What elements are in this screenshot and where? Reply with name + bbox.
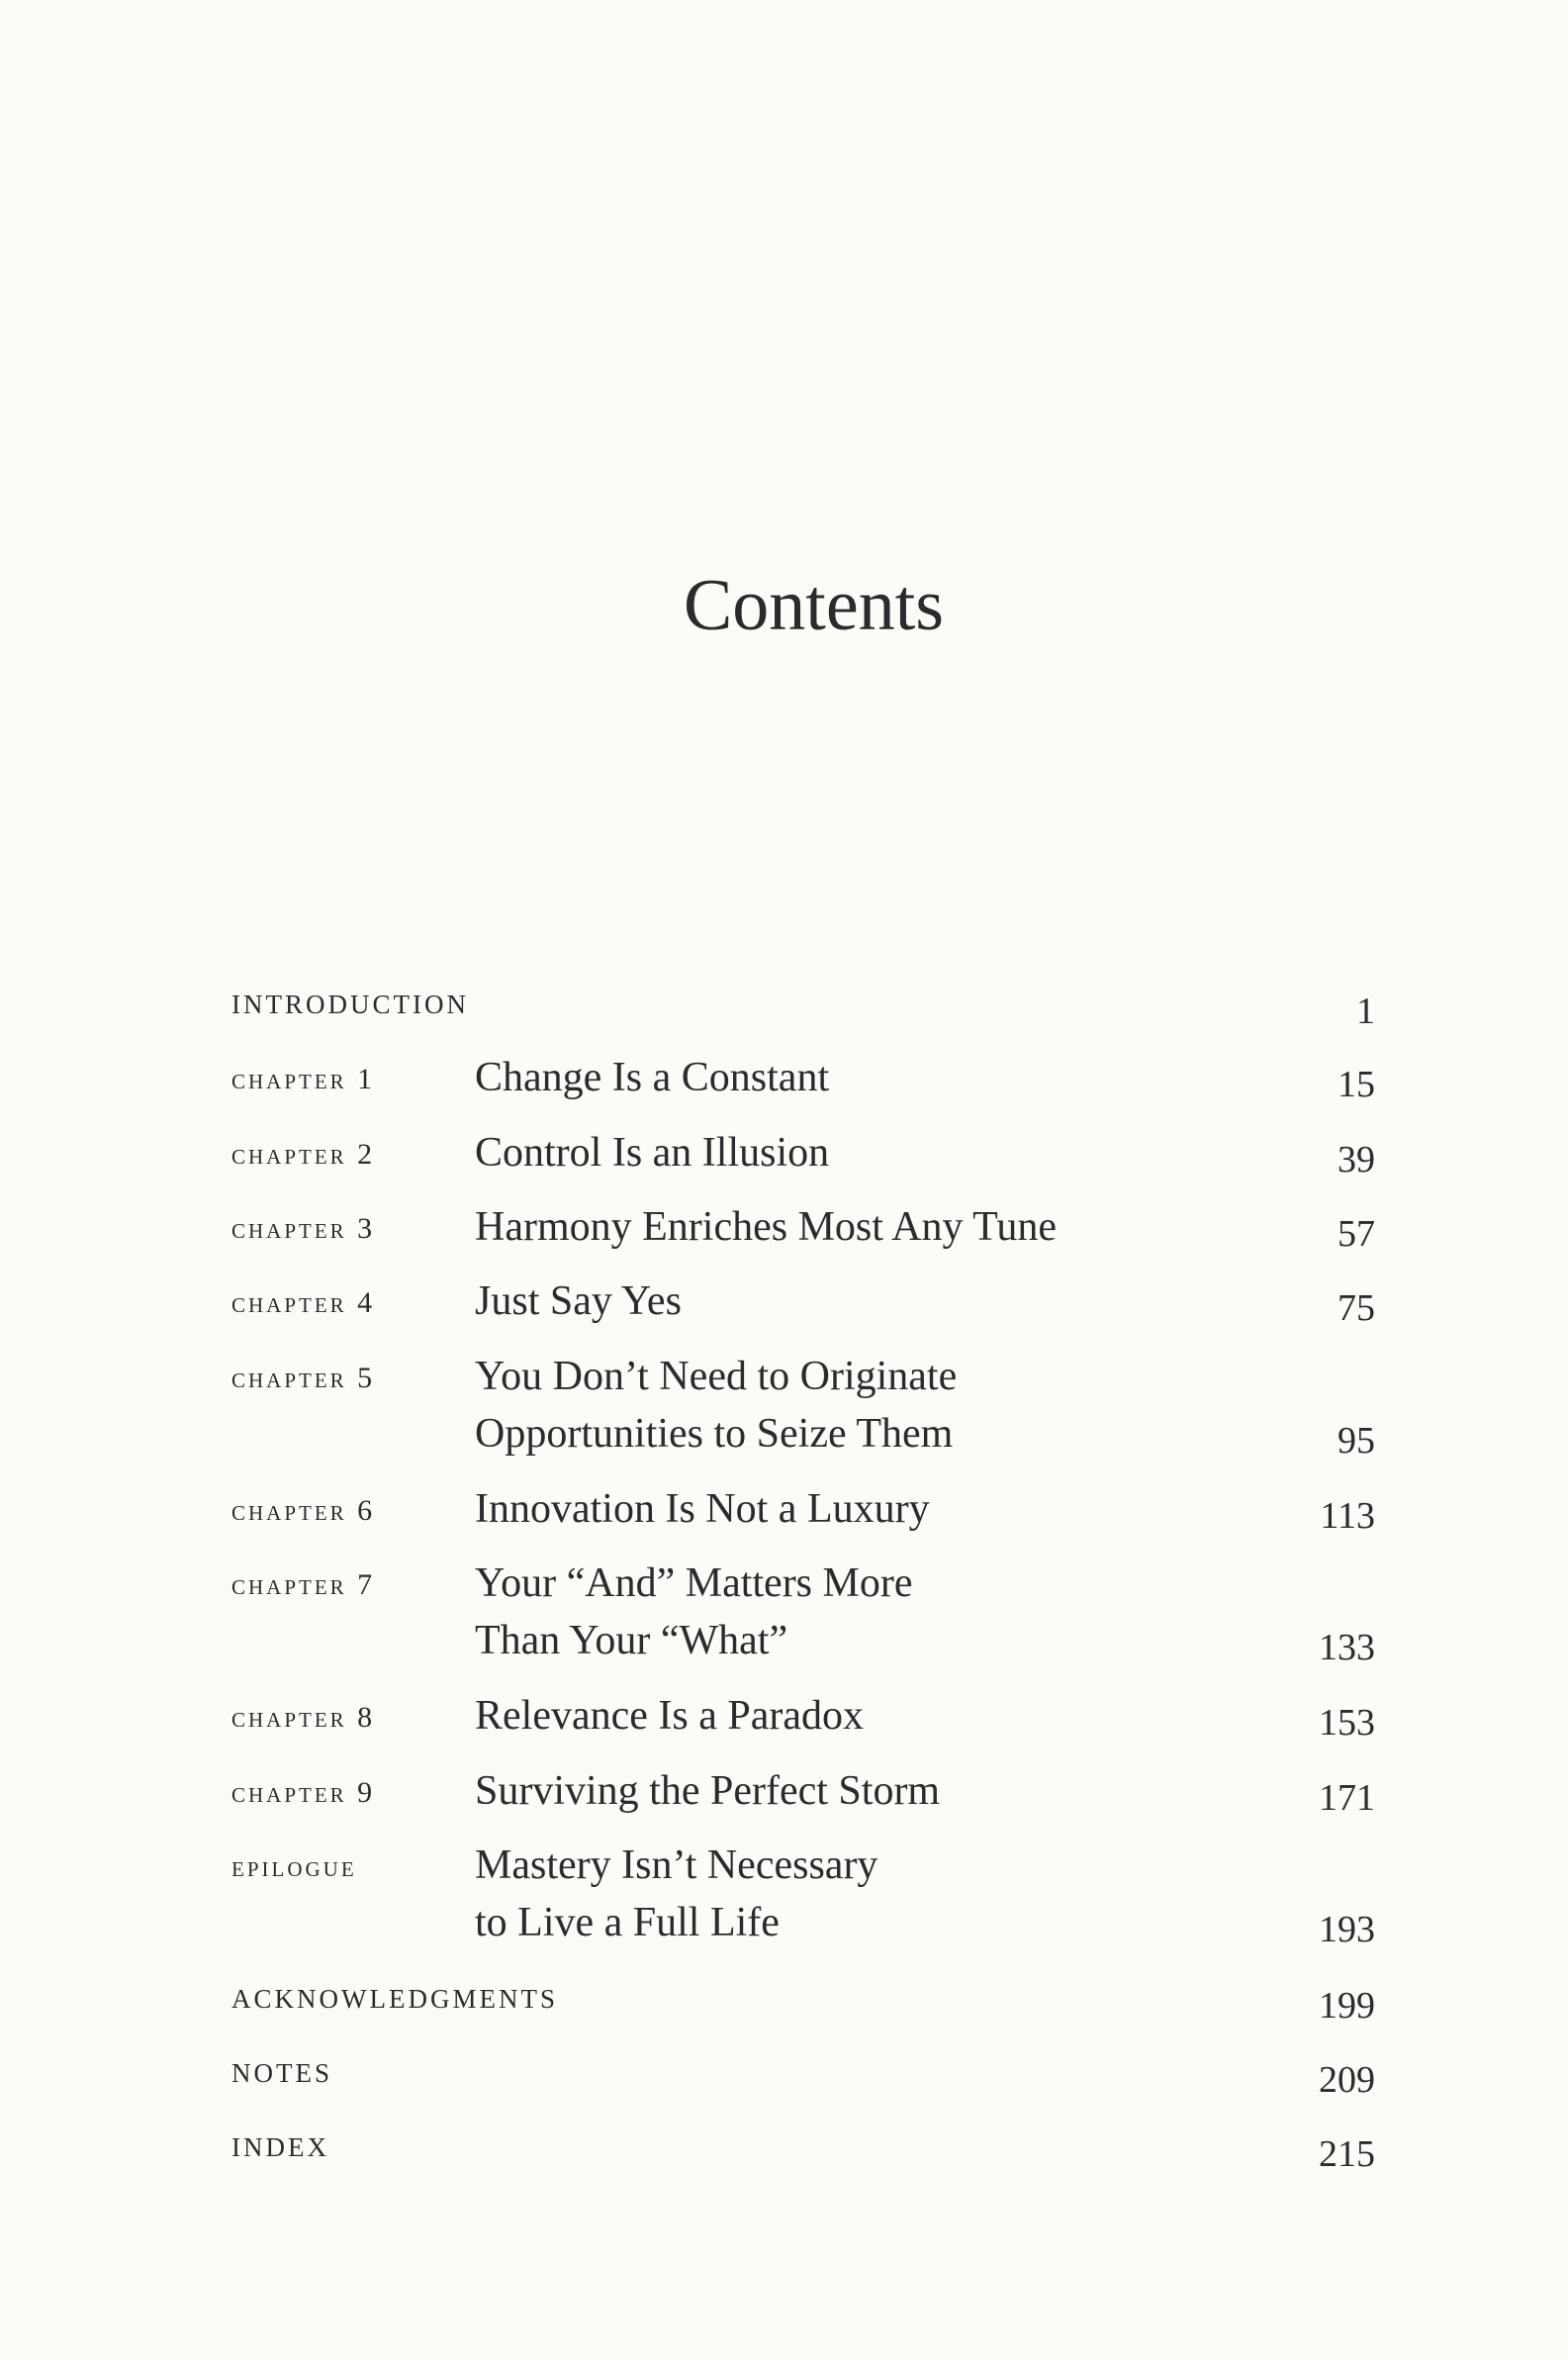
toc-entry[interactable] <box>0 1693 1568 1760</box>
toc-entry[interactable] <box>0 1278 1568 1346</box>
toc-page-number: 113 <box>1320 1495 1375 1537</box>
toc-title: Relevance Is a Paradox <box>475 1693 864 1739</box>
toc-title: Control Is an Illusion <box>475 1130 830 1176</box>
toc-entry[interactable] <box>0 1486 1568 1554</box>
toc-title: Harmony Enriches Most Any Tune <box>475 1204 1057 1250</box>
page-title: Contents <box>683 565 945 646</box>
toc-entry[interactable] <box>0 1055 1568 1122</box>
toc-page-number: 133 <box>1319 1627 1375 1668</box>
toc-label: chapter 2 <box>231 1138 376 1171</box>
toc-page-number: 39 <box>1337 1139 1375 1180</box>
toc-page-number: 57 <box>1337 1213 1375 1255</box>
toc-label: chapter 1 <box>231 1063 376 1095</box>
toc-title: Your “And” Matters More Than Your “What” <box>475 1560 913 1663</box>
toc-entry[interactable] <box>0 1130 1568 1197</box>
toc-label: chapter 9 <box>231 1776 376 1809</box>
toc-title: You Don’t Need to Originate Opportunities to Seize Them <box>475 1354 958 1457</box>
toc-entry[interactable] <box>0 1560 1568 1668</box>
toc-label: chapter 7 <box>231 1568 376 1601</box>
toc-title: Surviving the Perfect Storm <box>475 1768 941 1814</box>
toc-label: epilogue <box>231 1850 357 1883</box>
toc-page-number: 15 <box>1337 1064 1375 1105</box>
toc-page-number: 193 <box>1319 1909 1375 1950</box>
toc-entry[interactable] <box>0 2132 1568 2192</box>
toc-title: Change Is a Constant <box>475 1055 830 1100</box>
toc-page-number: 215 <box>1319 2133 1375 2175</box>
toc-page-number: 75 <box>1337 1287 1375 1329</box>
toc-entry[interactable] <box>0 1204 1568 1272</box>
toc-entry[interactable] <box>0 1354 1568 1462</box>
toc-page-number: 209 <box>1319 2059 1375 2101</box>
toc-label: chapter 6 <box>231 1494 376 1527</box>
toc-label: chapter 5 <box>231 1362 376 1394</box>
toc-entry[interactable] <box>0 1984 1568 2043</box>
toc-page-number: 95 <box>1337 1420 1375 1462</box>
toc-page-number: 1 <box>1356 991 1375 1032</box>
toc-label: ACKNOWLEDGMENTS <box>231 1984 558 2014</box>
toc-page-number: 199 <box>1319 1985 1375 2027</box>
toc-entry[interactable] <box>0 2058 1568 2118</box>
toc-entry[interactable] <box>0 1842 1568 1950</box>
toc-label: chapter 3 <box>231 1212 376 1245</box>
toc-title: Just Say Yes <box>475 1278 682 1324</box>
toc-label: chapter 8 <box>231 1701 376 1734</box>
toc-entry[interactable] <box>0 990 1568 1049</box>
toc-label: chapter 4 <box>231 1286 376 1319</box>
toc-page-number: 171 <box>1319 1777 1375 1819</box>
toc-label: INTRODUCTION <box>231 990 469 1019</box>
toc-title: Mastery Isn’t Necessary to Live a Full Life <box>475 1842 878 1945</box>
toc-title: Innovation Is Not a Luxury <box>475 1486 930 1532</box>
toc-page-number: 153 <box>1319 1702 1375 1744</box>
toc-label: NOTES <box>231 2058 332 2088</box>
toc-label: INDEX <box>231 2132 329 2162</box>
toc-entry[interactable] <box>0 1768 1568 1836</box>
